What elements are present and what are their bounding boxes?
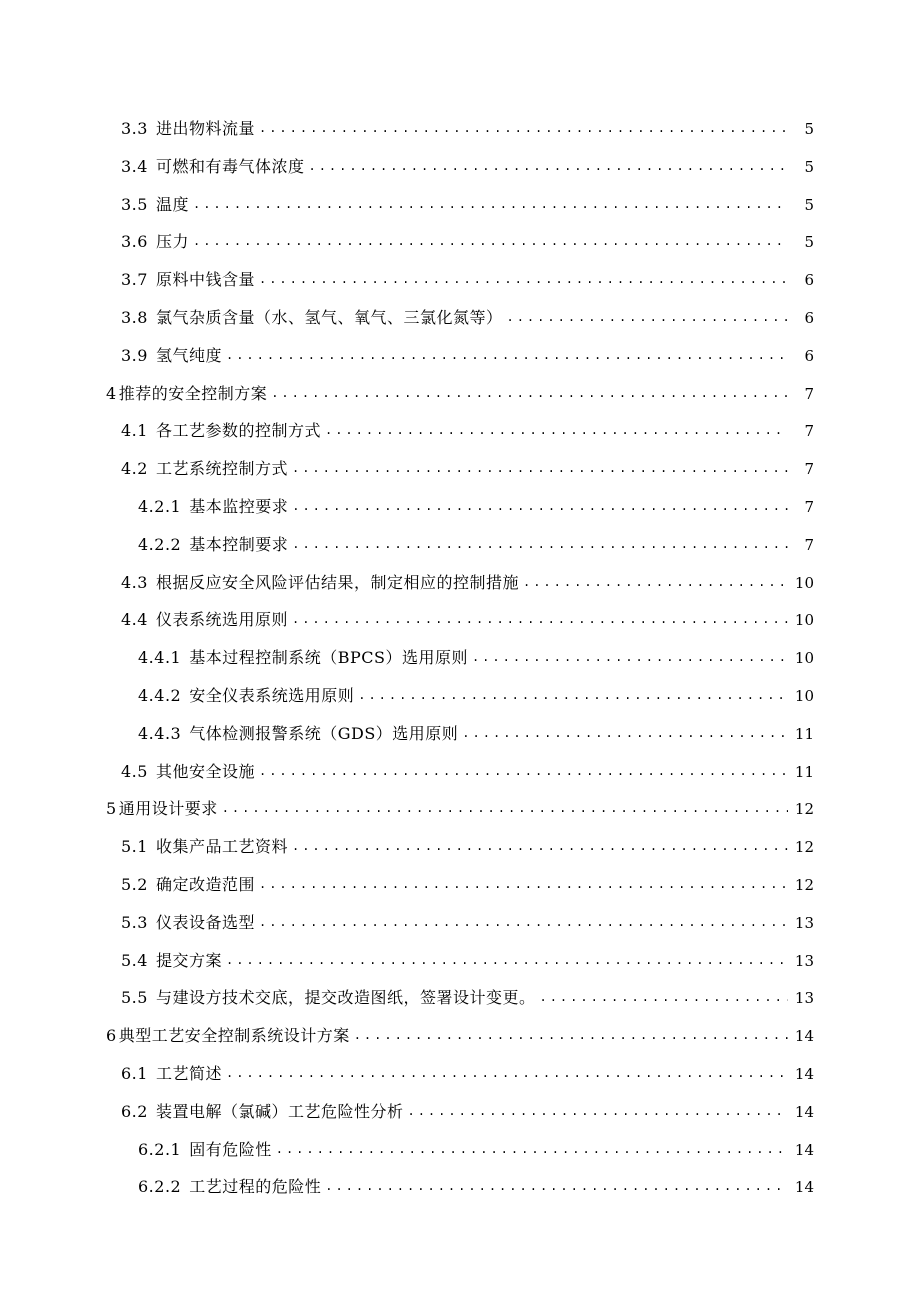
- toc-entry-number: 3.9: [121, 345, 148, 365]
- toc-entry-page-number: 6: [804, 308, 814, 327]
- toc-entry-label: 气体检测报警系统（GDS）选用原则: [189, 723, 459, 743]
- toc-entry-number: 4.4.3: [138, 723, 182, 743]
- toc-entry-title: [138, 1131, 272, 1169]
- toc-entry-title: [138, 639, 468, 677]
- toc-entry[interactable]: [0, 790, 920, 828]
- toc-entry-label: 工艺系统控制方式: [155, 459, 288, 479]
- toc-entry[interactable]: [0, 601, 920, 639]
- toc-entry-number: 5.5: [121, 988, 148, 1008]
- toc-entry-title: [121, 148, 304, 186]
- toc-entry-number: 4.4.2: [138, 685, 182, 705]
- toc-entry-number: 3.4: [121, 156, 148, 176]
- toc-entry-label: 氢气纯度: [155, 345, 222, 365]
- table-of-contents: [0, 110, 920, 1206]
- toc-leader-dots: [259, 753, 788, 791]
- toc-entry-title: [121, 1055, 222, 1093]
- toc-entry-page-number: 5: [804, 195, 814, 214]
- toc-entry-label: 装置电解（氯碱）工艺危险性分析: [155, 1101, 404, 1121]
- toc-entry-page-number: 7: [804, 497, 814, 516]
- toc-entry-page-number: 7: [804, 460, 814, 479]
- toc-entry-page-number: 14: [794, 1027, 814, 1046]
- toc-entry-page-number: 10: [794, 649, 814, 668]
- toc-entry-number: 4.4.1: [138, 648, 182, 668]
- toc-entry[interactable]: [0, 1055, 920, 1093]
- toc-entry-title: [138, 526, 288, 564]
- toc-entry-page-number: 5: [804, 157, 814, 176]
- toc-entry-label: 收集产品工艺资料: [155, 837, 288, 857]
- toc-entry-label: 确定改造范围: [155, 874, 255, 894]
- toc-entry-title: [121, 1093, 403, 1131]
- toc-entry-title: [121, 564, 519, 602]
- toc-entry-page-number: 13: [794, 951, 814, 970]
- toc-leader-dots: [222, 790, 788, 828]
- toc-leader-dots: [523, 564, 788, 602]
- toc-entry-page-number: 12: [794, 838, 814, 857]
- toc-entry-title: [106, 375, 267, 413]
- toc-entry-number: 3.5: [121, 194, 148, 214]
- toc-entry-title: [121, 110, 255, 148]
- toc-leader-dots: [226, 337, 788, 375]
- toc-entry[interactable]: [0, 223, 920, 261]
- toc-entry-page-number: 14: [794, 1064, 814, 1083]
- toc-entry[interactable]: [0, 110, 920, 148]
- toc-entry-label: 其他安全设施: [155, 761, 255, 781]
- toc-entry-title: [121, 450, 288, 488]
- toc-entry-number: 4.2.2: [138, 534, 182, 554]
- toc-entry-page-number: 5: [804, 120, 814, 138]
- toc-leader-dots: [259, 261, 788, 299]
- toc-leader-dots: [276, 1131, 788, 1169]
- toc-leader-dots: [325, 412, 788, 450]
- toc-entry-title: [121, 186, 189, 224]
- toc-entry[interactable]: [0, 337, 920, 375]
- toc-leader-dots: [292, 450, 788, 488]
- toc-entry-number: 4.2.1: [138, 496, 182, 516]
- toc-entry-title: [106, 790, 218, 828]
- toc-entry[interactable]: [0, 261, 920, 299]
- toc-entry-number: 4.3: [121, 572, 148, 592]
- toc-entry-number: 3.3: [121, 119, 148, 138]
- toc-entry-number: 3.7: [121, 270, 148, 290]
- toc-entry-title: [106, 1017, 350, 1055]
- toc-entry-title: [121, 979, 535, 1017]
- toc-entry-label: 根据反应安全风险评估结果，制定相应的控制措施: [155, 572, 519, 592]
- toc-entry-title: [121, 223, 189, 261]
- toc-entry-page-number: 13: [794, 989, 814, 1008]
- toc-entry[interactable]: [0, 526, 920, 564]
- toc-entry[interactable]: [0, 979, 920, 1017]
- toc-leader-dots: [292, 601, 788, 639]
- toc-leader-dots: [472, 639, 788, 677]
- toc-entry-label: 工艺简述: [155, 1063, 222, 1083]
- toc-entry-number: 5.4: [121, 950, 148, 970]
- toc-entry-label: 可燃和有毒气体浓度: [155, 156, 305, 176]
- toc-entry-number: 6.2.2: [138, 1177, 182, 1197]
- toc-entry-title: [121, 753, 255, 791]
- toc-entry-title: [138, 1168, 321, 1206]
- toc-entry-number: 5: [106, 799, 117, 819]
- toc-entry-label: 推荐的安全控制方案: [118, 383, 268, 403]
- toc-entry-title: [138, 488, 288, 526]
- toc-entry-title: [121, 261, 255, 299]
- toc-entry-number: 5.1: [121, 837, 148, 857]
- toc-leader-dots: [539, 979, 788, 1017]
- toc-entry-label: 仪表系统选用原则: [155, 610, 288, 630]
- toc-leader-dots: [292, 526, 788, 564]
- toc-leader-dots: [259, 866, 788, 904]
- toc-entry-page-number: 11: [794, 762, 814, 781]
- toc-entry-number: 5.3: [121, 912, 148, 932]
- toc-entry-label: 安全仪表系统选用原则: [189, 685, 355, 705]
- toc-entry-label: 固有危险性: [189, 1139, 272, 1159]
- toc-entry[interactable]: [0, 1168, 920, 1206]
- toc-leader-dots: [358, 677, 788, 715]
- toc-entry[interactable]: [0, 753, 920, 791]
- toc-entry-label: 工艺过程的危险性: [189, 1177, 322, 1197]
- toc-entry-number: 6.1: [121, 1063, 148, 1083]
- toc-entry-label: 基本控制要求: [189, 534, 289, 554]
- toc-entry-label: 温度: [155, 194, 189, 214]
- toc-entry-label: 基本过程控制系统（BPCS）选用原则: [189, 648, 468, 668]
- toc-entry-number: 6.2: [121, 1101, 148, 1121]
- toc-leader-dots: [325, 1168, 788, 1206]
- toc-entry-number: 5.2: [121, 874, 148, 894]
- toc-leader-dots: [462, 715, 788, 753]
- toc-leader-dots: [354, 1017, 788, 1055]
- toc-entry-label: 与建设方技术交底，提交改造图纸，签署设计变更。: [155, 988, 536, 1008]
- toc-entry-label: 典型工艺安全控制系统设计方案: [118, 1026, 350, 1046]
- toc-entry-number: 3.6: [121, 232, 148, 252]
- toc-entry-label: 进出物料流量: [155, 119, 255, 138]
- toc-entry-page-number: 14: [794, 1102, 814, 1121]
- toc-entry[interactable]: [0, 488, 920, 526]
- toc-entry[interactable]: [0, 1131, 920, 1169]
- toc-entry-number: 6: [106, 1026, 117, 1046]
- toc-entry[interactable]: [0, 564, 920, 602]
- toc-entry-page-number: 11: [794, 724, 814, 743]
- toc-entry-page-number: 7: [804, 535, 814, 554]
- toc-entry-title: [121, 904, 255, 942]
- toc-entry-number: 4: [106, 383, 117, 403]
- toc-entry-number: 4.1: [121, 421, 148, 441]
- toc-entry-page-number: 10: [794, 686, 814, 705]
- toc-entry[interactable]: [0, 412, 920, 450]
- toc-entry[interactable]: [0, 942, 920, 980]
- toc-entry[interactable]: [0, 186, 920, 224]
- toc-entry-page-number: 6: [804, 271, 814, 290]
- toc-entry[interactable]: [0, 450, 920, 488]
- toc-leader-dots: [259, 904, 788, 942]
- toc-entry-label: 氯气杂质含量（水、氢气、氧气、三氯化氮等）: [155, 307, 503, 327]
- toc-entry[interactable]: [0, 677, 920, 715]
- toc-entry-page-number: 10: [794, 611, 814, 630]
- toc-entry-page-number: 12: [794, 800, 814, 819]
- toc-leader-dots: [226, 942, 788, 980]
- toc-leader-dots: [226, 1055, 788, 1093]
- toc-entry-page-number: 5: [804, 233, 814, 252]
- toc-entry-label: 原料中钱含量: [155, 270, 255, 290]
- toc-leader-dots: [193, 186, 788, 224]
- toc-entry-title: [121, 828, 288, 866]
- toc-entry-label: 提交方案: [155, 950, 222, 970]
- toc-entry[interactable]: [0, 828, 920, 866]
- toc-entry-page-number: 12: [794, 875, 814, 894]
- toc-entry[interactable]: [0, 866, 920, 904]
- toc-entry[interactable]: [0, 639, 920, 677]
- toc-entry-title: [121, 601, 288, 639]
- toc-entry[interactable]: [0, 904, 920, 942]
- toc-entry-title: [138, 677, 354, 715]
- toc-entry-title: [121, 337, 222, 375]
- toc-entry-label: 压力: [155, 232, 189, 252]
- toc-entry-label: 仪表设备选型: [155, 912, 255, 932]
- toc-leader-dots: [271, 375, 788, 413]
- toc-leader-dots: [308, 148, 788, 186]
- toc-leader-dots: [292, 828, 788, 866]
- toc-entry-page-number: 13: [794, 913, 814, 932]
- toc-leader-dots: [292, 488, 788, 526]
- toc-entry-title: [121, 299, 502, 337]
- toc-entry-title: [121, 942, 222, 980]
- toc-leader-dots: [407, 1093, 788, 1131]
- toc-leader-dots: [193, 223, 788, 261]
- toc-entry-number: 4.2: [121, 459, 148, 479]
- toc-entry[interactable]: [0, 148, 920, 186]
- toc-entry-page-number: 6: [804, 346, 814, 365]
- toc-entry-number: 4.5: [121, 761, 148, 781]
- toc-entry-number: 3.8: [121, 307, 148, 327]
- toc-entry-label: 基本监控要求: [189, 496, 289, 516]
- toc-entry-label: 各工艺参数的控制方式: [155, 421, 321, 441]
- toc-entry[interactable]: [0, 375, 920, 413]
- toc-entry[interactable]: [0, 715, 920, 753]
- toc-entry-page-number: 7: [804, 384, 814, 403]
- toc-entry-number: 4.4: [121, 610, 148, 630]
- toc-leader-dots: [506, 299, 788, 337]
- toc-entry[interactable]: [0, 299, 920, 337]
- toc-leader-dots: [259, 110, 788, 148]
- toc-entry-number: 6.2.1: [138, 1139, 182, 1159]
- toc-entry-title: [121, 866, 255, 904]
- toc-entry-page-number: 14: [794, 1178, 814, 1197]
- toc-entry-label: 通用设计要求: [118, 799, 218, 819]
- toc-entry[interactable]: [0, 1093, 920, 1131]
- toc-entry-page-number: 14: [794, 1140, 814, 1159]
- toc-entry-title: [121, 412, 321, 450]
- toc-entry-page-number: 10: [794, 573, 814, 592]
- toc-entry-page-number: 7: [804, 422, 814, 441]
- toc-entry[interactable]: [0, 1017, 920, 1055]
- toc-entry-title: [138, 715, 458, 753]
